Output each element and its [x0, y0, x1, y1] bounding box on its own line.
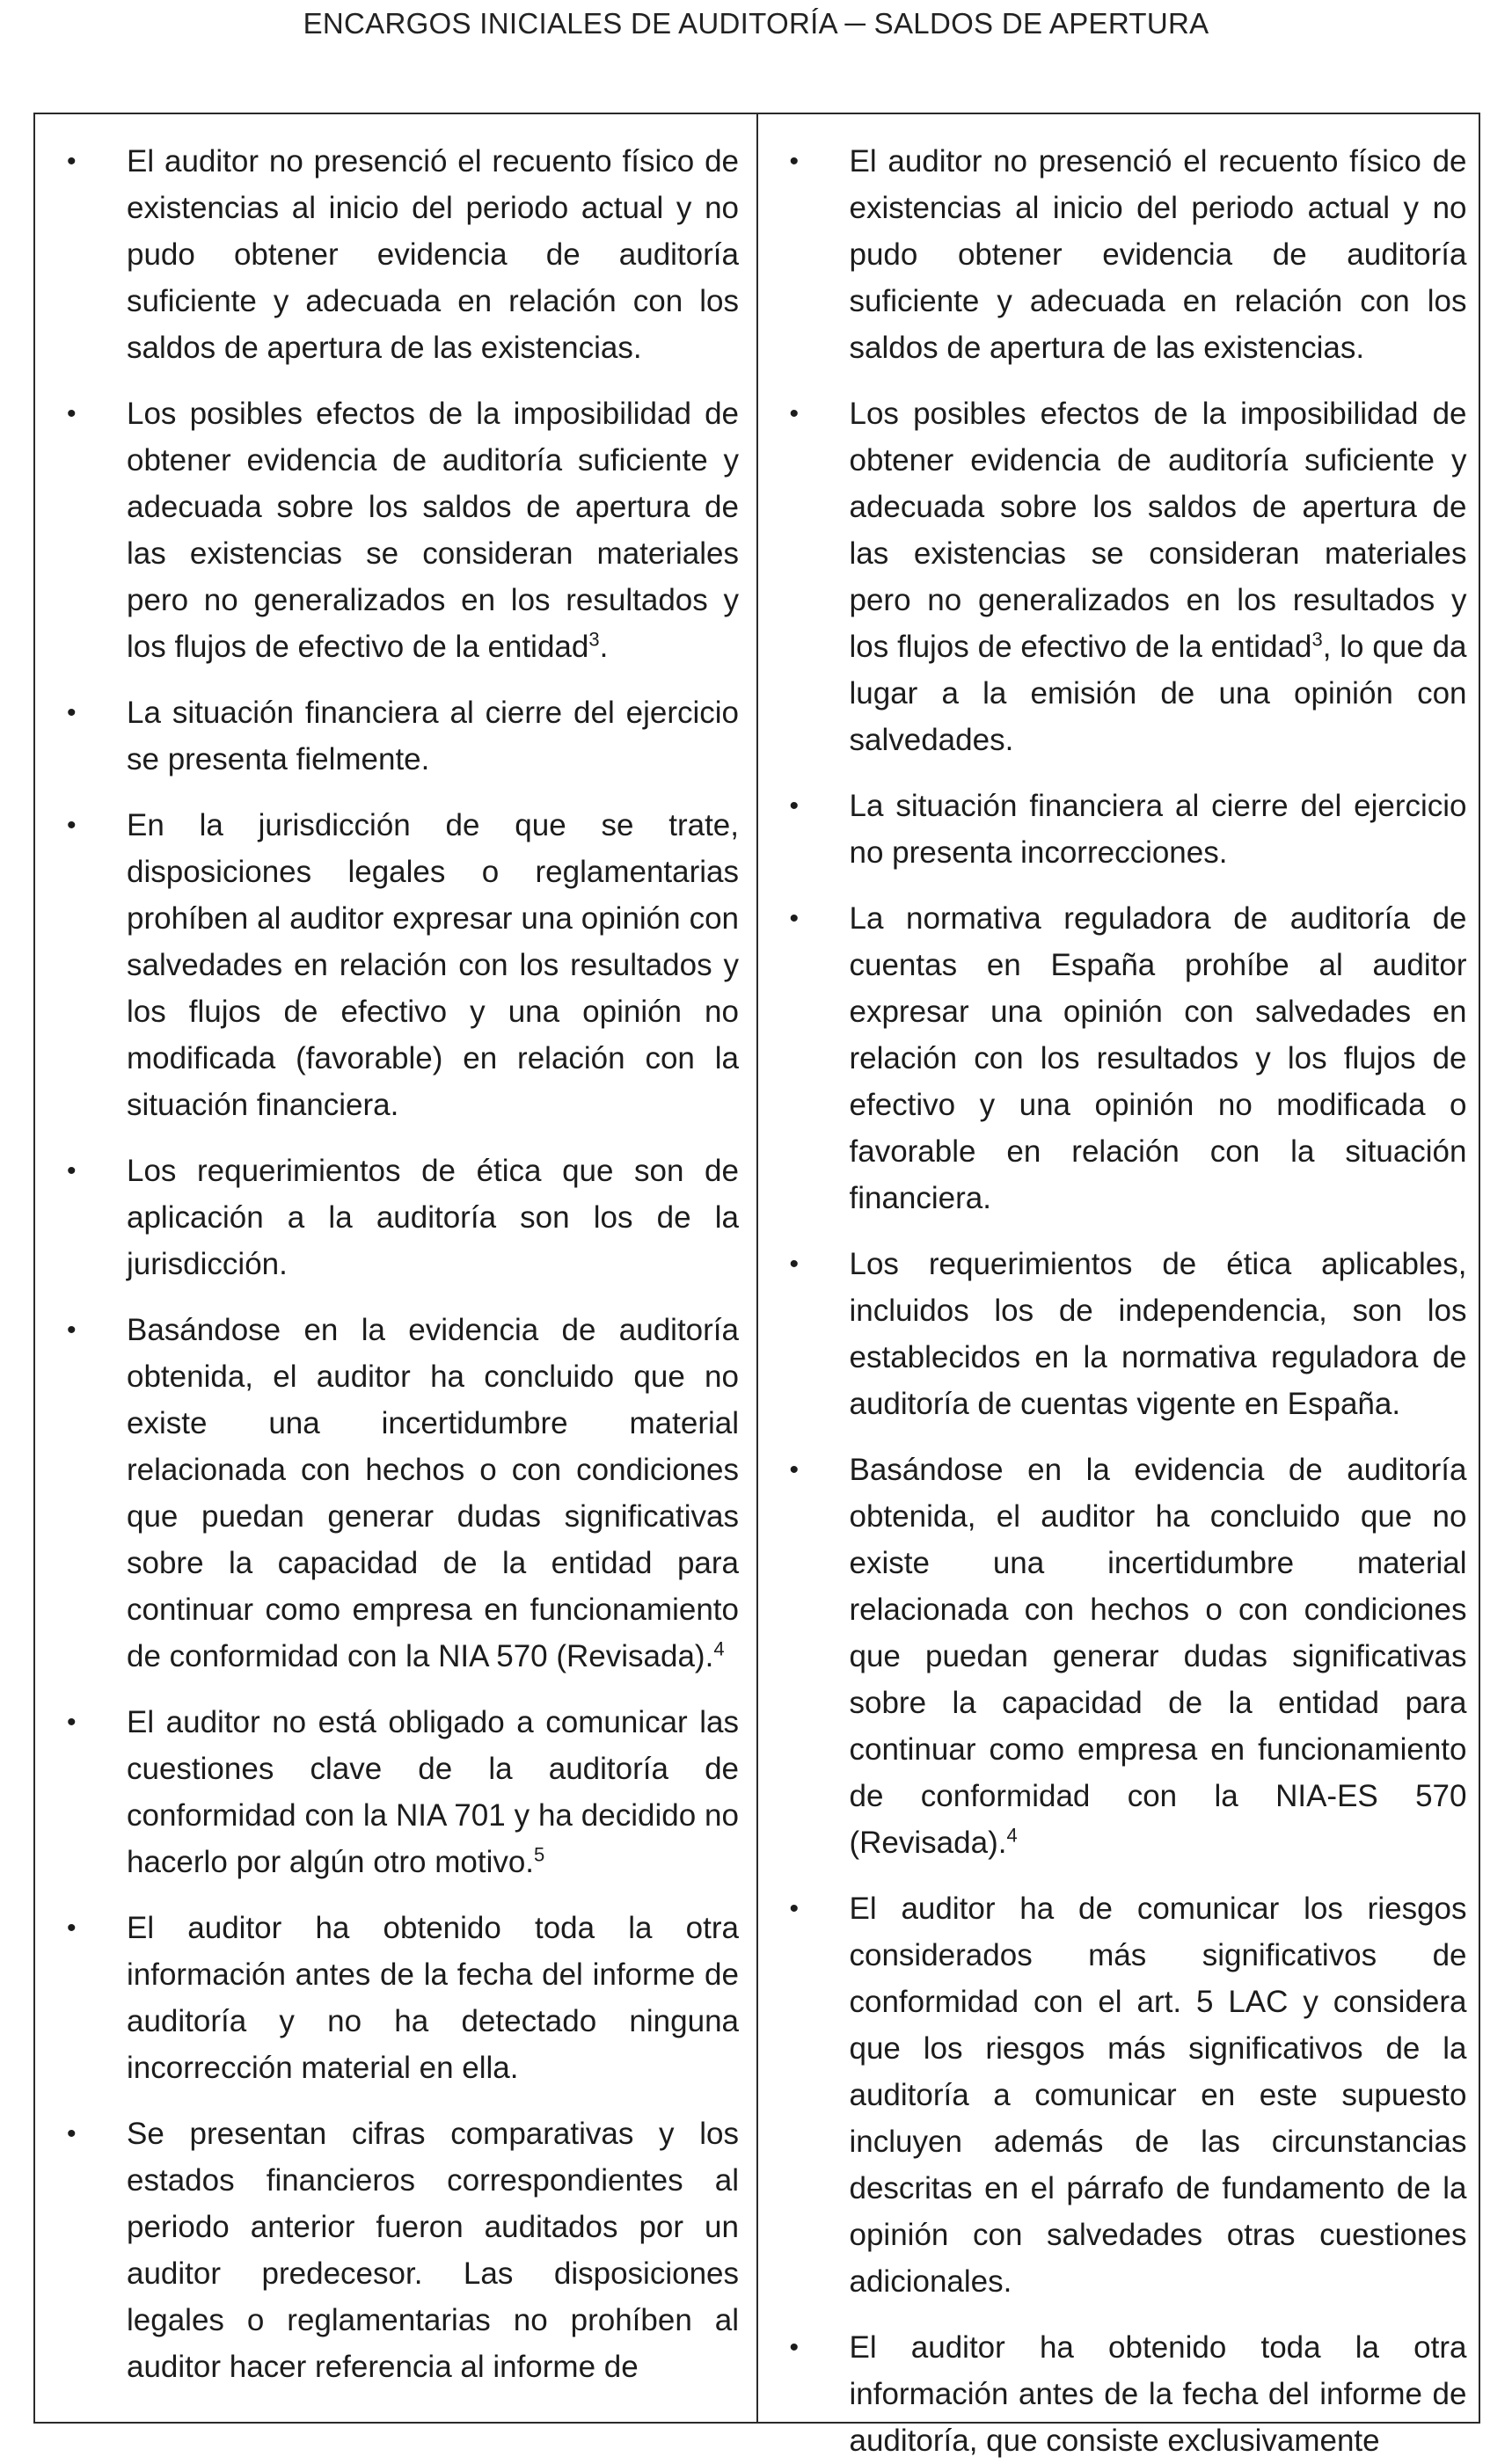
list-item [55, 689, 739, 783]
footnote-ref: 3 [1311, 628, 1323, 651]
list-item [778, 783, 1467, 876]
list-item [55, 390, 739, 670]
item-text-tail: . [599, 630, 609, 664]
bullet-icon: • [789, 399, 800, 428]
footnote-ref: 4 [713, 1637, 725, 1660]
list-item [55, 1699, 739, 1885]
item-text: Los requerimientos de ética que son de aplicación a la auditoría son los de la jurisdicción. [127, 1154, 739, 1281]
item-text: El auditor no está obligado a comunicar las cuestiones clave de la auditoría de conformidad con la NIA 701 y ha decidido no hacerlo por algún otro motivo. [127, 1705, 739, 1879]
list-item [778, 1241, 1467, 1427]
bullet-icon: • [67, 1708, 77, 1737]
footnote-ref: 5 [534, 1843, 545, 1866]
bullet-icon: • [789, 2333, 800, 2362]
list-item [778, 1885, 1467, 2305]
list-item [55, 1307, 739, 1680]
page-header-title: ENCARGOS INICIALES DE AUDITORÍA ─ SALDOS DE APERTURA [303, 7, 1209, 40]
list-item [778, 895, 1467, 1221]
item-text: El auditor no presenció el recuento físico de existencias al inicio del periodo actual y no pudo obtener evidencia de auditoría suficiente y adecuada en relación con los saldos de apertura de las existencias. [127, 144, 739, 365]
item-text: El auditor ha de comunicar los riesgos considerados más significativos de conformidad con el art. 5 LAC y considera que los riesgos más significativos de la auditoría a comunicar en este supuesto incluyen además de las circunstancias descritas en el párrafo de fundamento de la opinión con salvedades otras cuestiones adicionales. [849, 1892, 1467, 2299]
item-text: En la jurisdicción de que se trate, disposiciones legales o reglamentarias prohíben al auditor expresar una opinión con salvedades en relación con los resultados y los flujos de efectivo y una opinión no modificada (favorable) en relación con la situación financiera. [127, 808, 739, 1122]
item-text: Se presentan cifras comparativas y los estados financieros correspondientes al periodo anterior fueron auditados por un auditor predecesor. Las disposiciones legales o reglamentarias no prohíben al auditor hacer referencia al informe de [127, 2117, 739, 2384]
bullet-icon: • [789, 1894, 800, 1923]
item-text: El auditor ha obtenido toda la otra información antes de la fecha del informe de auditoría y no ha detectado ninguna incorrección material en ella. [127, 1911, 739, 2085]
list-item [55, 138, 739, 371]
item-text: El auditor ha obtenido toda la otra información antes de la fecha del informe de auditoría, que consiste exclusivamente [849, 2330, 1467, 2458]
item-text: Basándose en la evidencia de auditoría obtenida, el auditor ha concluido que no existe una incertidumbre material relacionada con hechos o con condiciones que puedan generar dudas significativas sobre la capacidad de la entidad para continuar como empresa en funcionamiento de conformidad con la NIA 570 (Revisada). [127, 1313, 739, 1673]
bullet-icon: • [67, 698, 77, 727]
bullet-icon: • [67, 399, 77, 428]
right-bullet-list [778, 138, 1467, 2464]
item-text: Basándose en la evidencia de auditoría obtenida, el auditor ha concluido que no existe una incertidumbre material relacionada con hechos o con condiciones que puedan generar dudas significativas sobre la capacidad de la entidad para continuar como empresa en funcionamiento de conformidad con la NIA-ES 570 (Revisada). [849, 1453, 1467, 1860]
bullet-icon: • [67, 2119, 77, 2148]
item-text-tail: , lo que da lugar a la emisión de una opinión con salvedades. [849, 630, 1467, 757]
bullet-icon: • [67, 147, 77, 176]
bullet-icon: • [789, 904, 800, 933]
item-text: Los requerimientos de ética aplicables, incluidos los de independencia, son los establecidos en la normativa reguladora de auditoría de cuentas vigente en España. [849, 1247, 1467, 1421]
bullet-icon: • [789, 1250, 800, 1279]
left-bullet-list [55, 138, 739, 2390]
list-item [778, 390, 1467, 763]
item-text: El auditor no presenció el recuento físico de existencias al inicio del periodo actual y no pudo obtener evidencia de auditoría suficiente y adecuada en relación con los saldos de apertura de las existencias. [849, 144, 1467, 365]
comparison-table [33, 113, 1480, 2458]
bullet-icon: • [67, 1156, 77, 1185]
left-column [35, 114, 758, 2422]
bullet-icon: • [789, 1455, 800, 1484]
list-item [55, 802, 739, 1128]
bullet-icon: • [67, 1914, 77, 1943]
footnote-ref: 3 [588, 628, 600, 651]
list-item [55, 2110, 739, 2390]
bullet-icon: • [67, 1316, 77, 1345]
list-item [55, 1148, 739, 1287]
list-item [55, 1905, 739, 2091]
list-item [778, 138, 1467, 371]
list-item [778, 1447, 1467, 1866]
item-text: Los posibles efectos de la imposibilidad de obtener evidencia de auditoría suficiente y adecuada sobre los saldos de apertura de las existencias se consideran materiales pero no generalizados en los resultados y los flujos de efectivo de la entidad [849, 397, 1467, 664]
item-text: La situación financiera al cierre del ejercicio se presenta fielmente. [127, 696, 739, 776]
bullet-icon: • [789, 147, 800, 176]
item-text: Los posibles efectos de la imposibilidad de obtener evidencia de auditoría suficiente y adecuada sobre los saldos de apertura de las existencias se consideran materiales pero no generalizados en los resultados y los flujos de efectivo de la entidad [127, 397, 739, 664]
right-column [758, 114, 1479, 2458]
item-text: La normativa reguladora de auditoría de cuentas en España prohíbe al auditor expresar una opinión con salvedades en relación con los resultados y los flujos de efectivo y una opinión no modificada o favorable en relación con la situación financiera. [849, 901, 1467, 1215]
bullet-icon: • [789, 791, 800, 820]
footnote-ref: 4 [1006, 1824, 1018, 1847]
item-text: La situación financiera al cierre del ejercicio no presenta incorrecciones. [849, 789, 1467, 870]
bullet-icon: • [67, 811, 77, 840]
list-item [778, 2324, 1467, 2464]
